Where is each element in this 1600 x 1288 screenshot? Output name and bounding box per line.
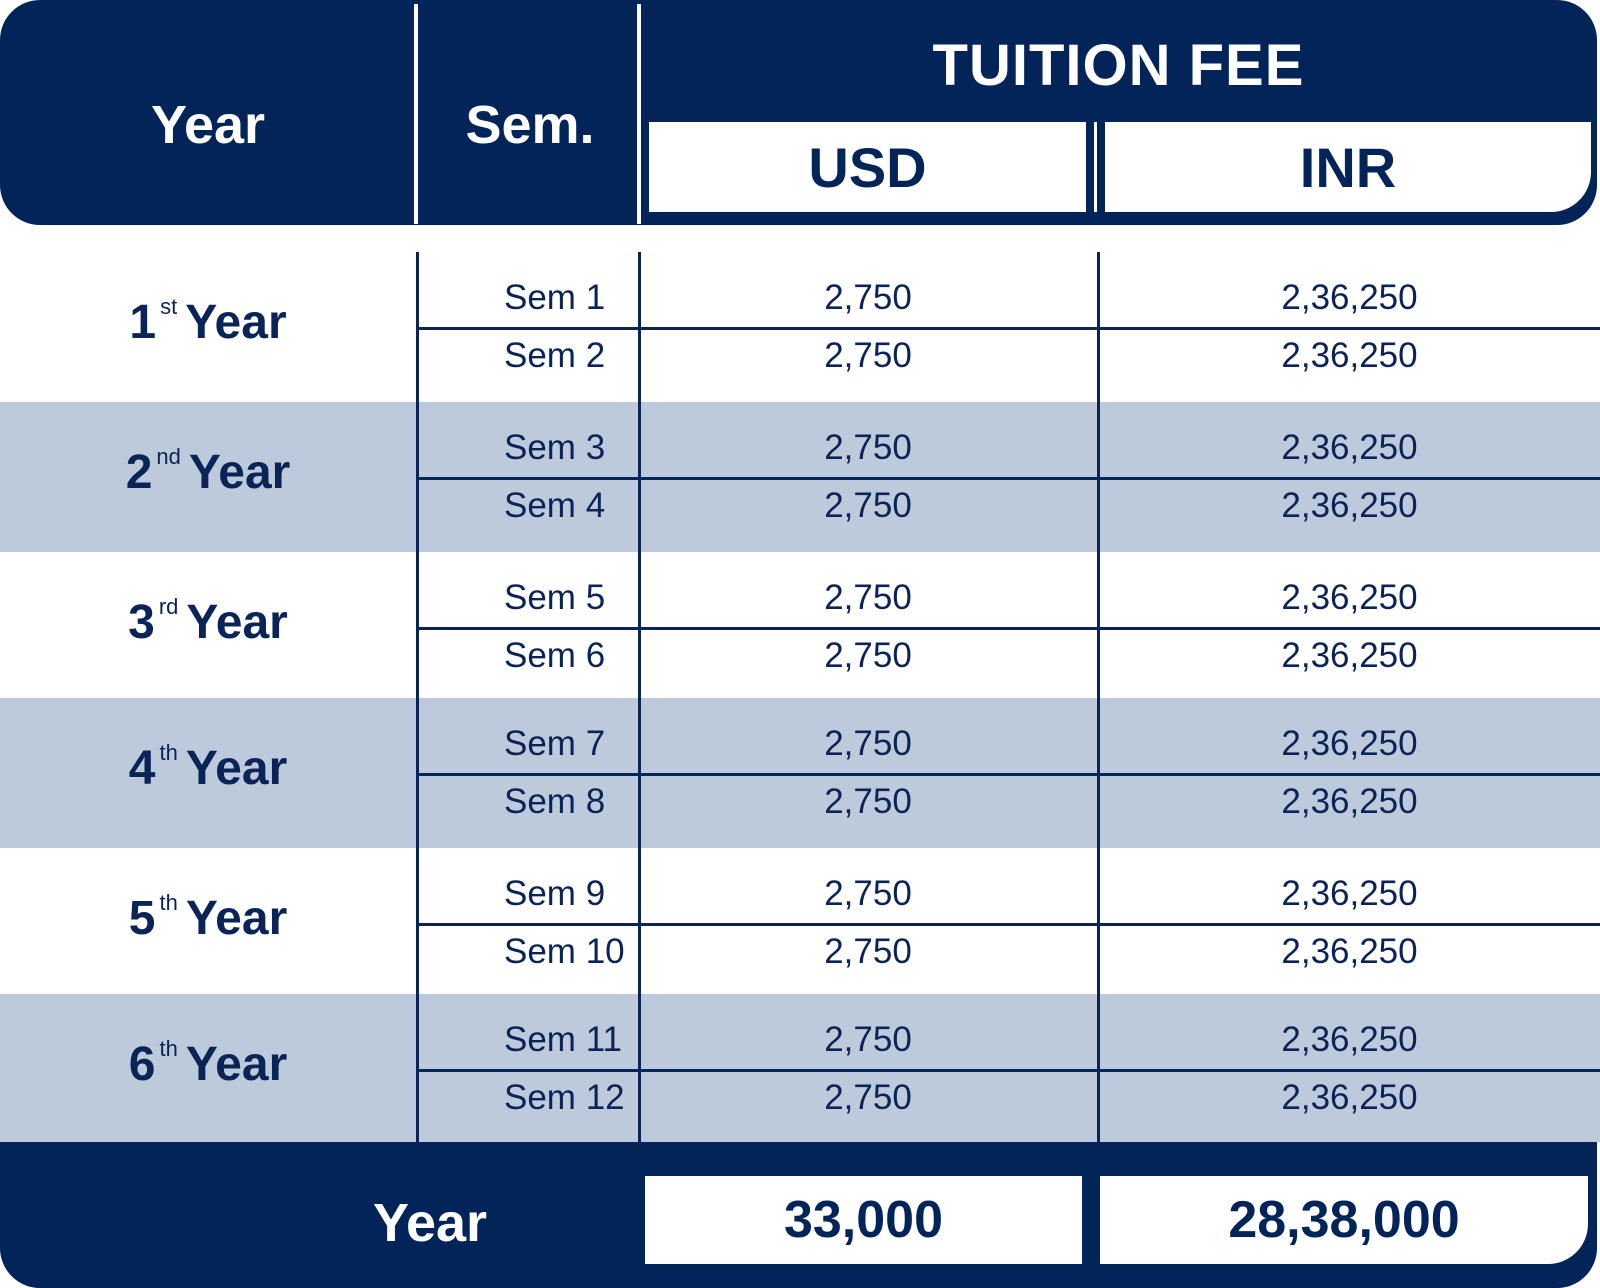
inr-value: 2,36,250 [1281,932,1418,971]
usd-value: 2,750 [824,1078,912,1117]
semester-divider [416,627,1600,630]
usd-value: 2,750 [824,278,912,317]
header-year: Year [150,95,266,155]
year-suffix: th [159,1036,178,1061]
usd-value: 2,750 [824,336,912,375]
header-sem: Sem. [465,95,595,155]
year-number: 4 [128,742,156,795]
header-subdivider [1086,122,1105,212]
usd-value: 2,750 [824,1020,912,1059]
semester-divider [416,477,1600,480]
semester-label: Sem 1 [504,278,606,317]
semester-label: Sem 3 [504,428,606,467]
semester-label: Sem 12 [504,1078,625,1117]
usd-value: 2,750 [824,636,912,675]
inr-value: 2,36,250 [1281,636,1418,675]
year-word: Year [185,742,288,795]
semester-divider [416,773,1600,776]
year-number: 2 [125,446,153,499]
inr-value: 2,36,250 [1281,724,1418,763]
year-suffix: nd [156,444,181,469]
year-number: 3 [128,596,155,649]
column-divider [1097,252,1100,1142]
semester-label: Sem 2 [504,336,606,375]
year-suffix: th [159,740,178,765]
year-suffix: st [160,294,178,319]
usd-value: 2,750 [824,486,912,525]
inr-value: 2,36,250 [1281,578,1418,617]
year-number: 5 [128,892,156,945]
year-word: Year [185,892,288,945]
header-inr: INR [1105,122,1591,212]
semester-label: Sem 7 [504,724,606,763]
year-word: Year [185,296,287,349]
year-number: 6 [128,1038,156,1091]
usd-value: 2,750 [824,428,912,467]
year-suffix: th [159,890,178,915]
year-label [0,890,416,946]
semester-label: Sem 8 [504,782,606,821]
inr-value: 2,36,250 [1281,336,1418,375]
inr-value: 2,36,250 [1281,874,1418,913]
year-label [0,740,416,796]
year-number: 1 [129,296,157,349]
semester-divider [416,923,1600,926]
inr-value: 2,36,250 [1281,1020,1418,1059]
year-label [0,294,416,350]
inr-value: 2,36,250 [1281,428,1418,467]
semester-label: Sem 5 [504,578,606,617]
semester-label: Sem 6 [504,636,606,675]
year-suffix: rd [158,594,179,619]
year-label [0,444,416,500]
usd-value: 2,750 [824,724,912,763]
semester-label: Sem 11 [504,1020,623,1059]
year-label [0,594,416,650]
column-divider [638,252,641,1142]
inr-value: 2,36,250 [1281,1078,1418,1117]
footer-label: Year [372,1193,488,1253]
semester-label: Sem 10 [504,932,625,971]
usd-value: 2,750 [824,578,912,617]
usd-value: 2,750 [824,932,912,971]
footer-inr-total: 28,38,000 [1100,1176,1588,1264]
year-word: Year [188,446,291,499]
usd-value: 2,750 [824,874,912,913]
usd-value: 2,750 [824,782,912,821]
inr-value: 2,36,250 [1281,486,1418,525]
year-word: Year [185,1038,288,1091]
semester-divider [416,1069,1600,1072]
header-usd: USD [649,122,1086,212]
year-word: Year [186,596,288,649]
inr-value: 2,36,250 [1281,278,1418,317]
column-divider [416,252,419,1142]
inr-value: 2,36,250 [1281,782,1418,821]
footer-usd-total: 33,000 [645,1176,1082,1264]
semester-label: Sem 9 [504,874,606,913]
header-tuition-fee: TUITION FEE [932,33,1305,98]
year-label [0,1036,416,1092]
semester-label: Sem 4 [504,486,606,525]
semester-divider [416,327,1600,330]
